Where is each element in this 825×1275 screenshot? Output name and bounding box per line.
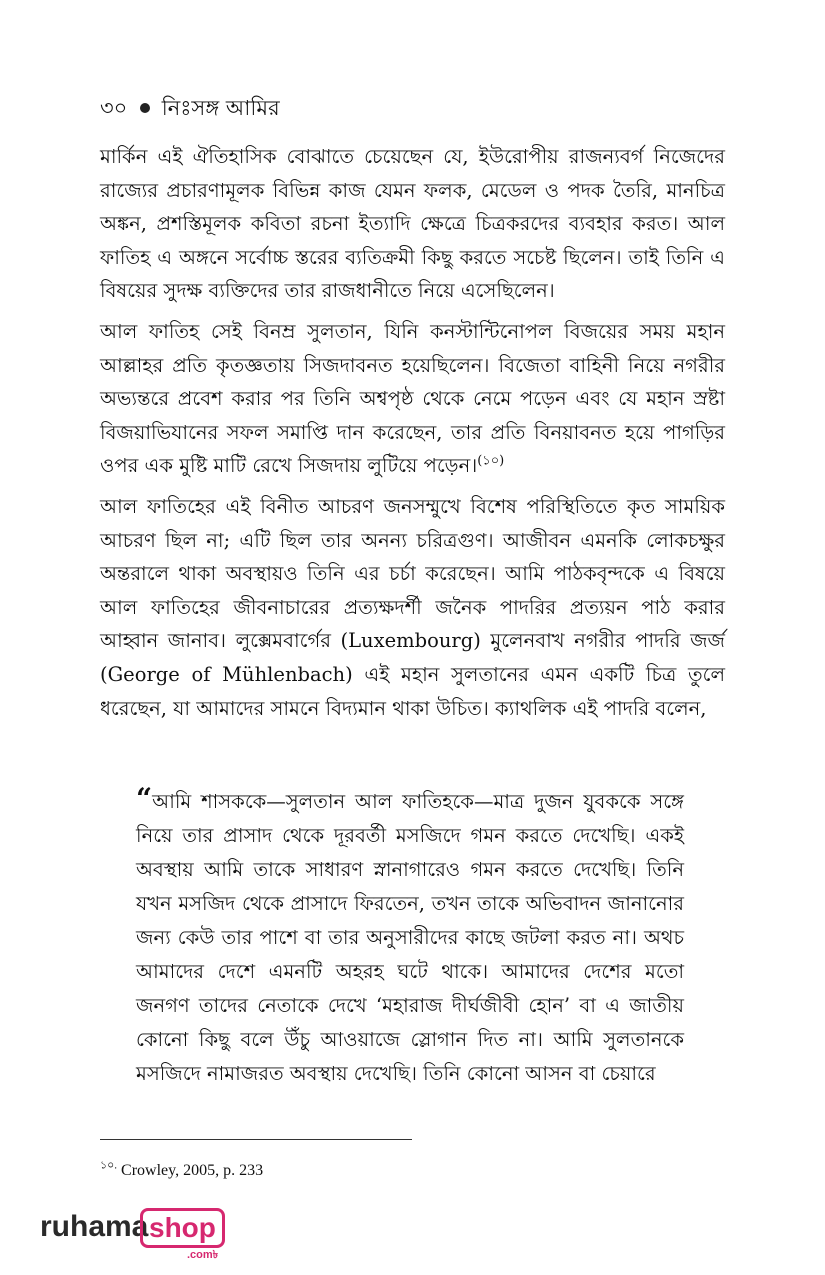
page-header xyxy=(100,93,280,123)
book-title: নিঃসঙ্গ আমির xyxy=(161,96,280,120)
paragraph-2 xyxy=(100,315,725,483)
body-text xyxy=(100,140,725,732)
footnote xyxy=(100,1160,263,1182)
bullet-dot-icon xyxy=(140,103,150,113)
paragraph-2-text: আল ফাতিহ সেই বিনম্র সুলতান, যিনি কনস্টান্টিনোপল বিজয়ের সময় মহান আল্লাহর প্রতি কৃতজ্ঞতায় সিজদাবনত হয়েছিলেন। বিজেতা বাহিনী নিয়ে নগরীর অভ্যন্তরে প্রবেশ করার পর তিনি অশ্বপৃষ্ঠ থেকে নেমে পড়েন এবং যে মহান স্রষ্টা বিজয়াভিযানের সফল সমাপ্তি দান করেছেন, তার প্রতি বিনয়াবনত হয়ে পাগড়ির ওপর এক মুষ্টি মাটি রেখে সিজদায় লুটিয়ে পড়েন। xyxy=(100,319,725,478)
footnote-divider xyxy=(100,1139,412,1140)
paragraph-3: আল ফাতিহের এই বিনীত আচরণ জনসম্মুখে বিশেষ পরিস্থিতিতে কৃত সাময়িক আচরণ ছিল না; এটি ছিল তার অনন্য চরিত্রগুণ। আজীবন এমনকি লোকচক্ষুর অন্তরালে থাকা অবস্থায়ও তিনি এর চর্চা করেছেন। আমি পাঠকবৃন্দকে এ বিষয়ে আল ফাতিহের জীবনাচারের প্রত্যক্ষদর্শী জনৈক পাদরির প্রত্যয়ন পাঠ করার আহ্বান জানাব। লুক্সেমবার্গের (Luxembourg) মুলেনবাখ নগরীর পাদরি জর্জ (George of Mühlenbach) এই মহান সুলতানের এমন একটি চিত্র তুলে ধরেছেন, যা আমাদের সামনে বিদ্যমান থাকা উচিত। ক্যাথলিক এই পাদরি বলেন, xyxy=(100,494,725,720)
logo-left-word: ruhama xyxy=(40,1210,149,1243)
block-quote xyxy=(136,782,684,1091)
page-number: ৩০ xyxy=(100,96,128,120)
footnote-citation: Crowley, 2005, p. 233 xyxy=(121,1162,264,1179)
open-quote-mark: “ xyxy=(136,782,153,815)
logo-domain: .com৳ xyxy=(187,1249,219,1261)
paragraph-1: মার্কিন এই ঐতিহাসিক বোঝাতে চেয়েছেন যে, ইউরোপীয় রাজন্যবর্গ নিজেদের রাজ্যের প্রচারণামূলক বিভিন্ন কাজ যেমন ফলক, মেডেল ও পদক তৈরি, মানচিত্র অঙ্কন, প্রশস্তিমূলক কবিতা রচনা ইত্যাদি ক্ষেত্রে চিত্রকরদের ব্যবহার করত। আল ফাতিহ এ অঙ্গনে সর্বোচ্চ স্তরের ব্যতিক্রমী কিছু করতে সচেষ্ট ছিলেন। তাই তিনি এ বিষয়ের সুদক্ষ ব্যক্তিদের তার রাজধানীতে নিয়ে এসেছিলেন। xyxy=(100,145,725,303)
footnote-number: ১০. xyxy=(100,1159,118,1172)
quote-paragraph xyxy=(136,782,684,1091)
logo-right-word: shop xyxy=(140,1208,225,1248)
footnote-reference[interactable]: (১০) xyxy=(477,453,505,469)
quote-text: আমি শাসককে—সুলতান আল ফাতিহকে—মাত্র দুজন যুবককে সঙ্গে নিয়ে তার প্রাসাদ থেকে দূরবর্তী মসজিদে গমন করতে দেখেছি। একই অবস্থায় আমি তাকে সাধারণ স্নানাগারেও গমন করতে দেখেছি। তিনি যখন মসজিদ থেকে প্রাসাদে ফিরতেন, তখন তাকে অভিবাদন জানানোর জন্য কেউ তার পাশে বা তার অনুসারীদের কাছে জটলা করত না। অথচ আমাদের দেশে এমনটি অহরহ ঘটে থাকে। আমাদের দেশের মতো জনগণ তাদের নেতাকে দেখে ‘মহারাজ দীর্ঘজীবী হোন’ বা এ জাতীয় কোনো কিছু বলে উঁচু আওয়াজে স্লোগান দিত না। আমি সুলতানকে মসজিদে নামাজরত অবস্থায় দেখেছি। তিনি কোনো আসন বা চেয়ারে xyxy=(136,790,684,1085)
watermark-logo xyxy=(40,1208,240,1261)
